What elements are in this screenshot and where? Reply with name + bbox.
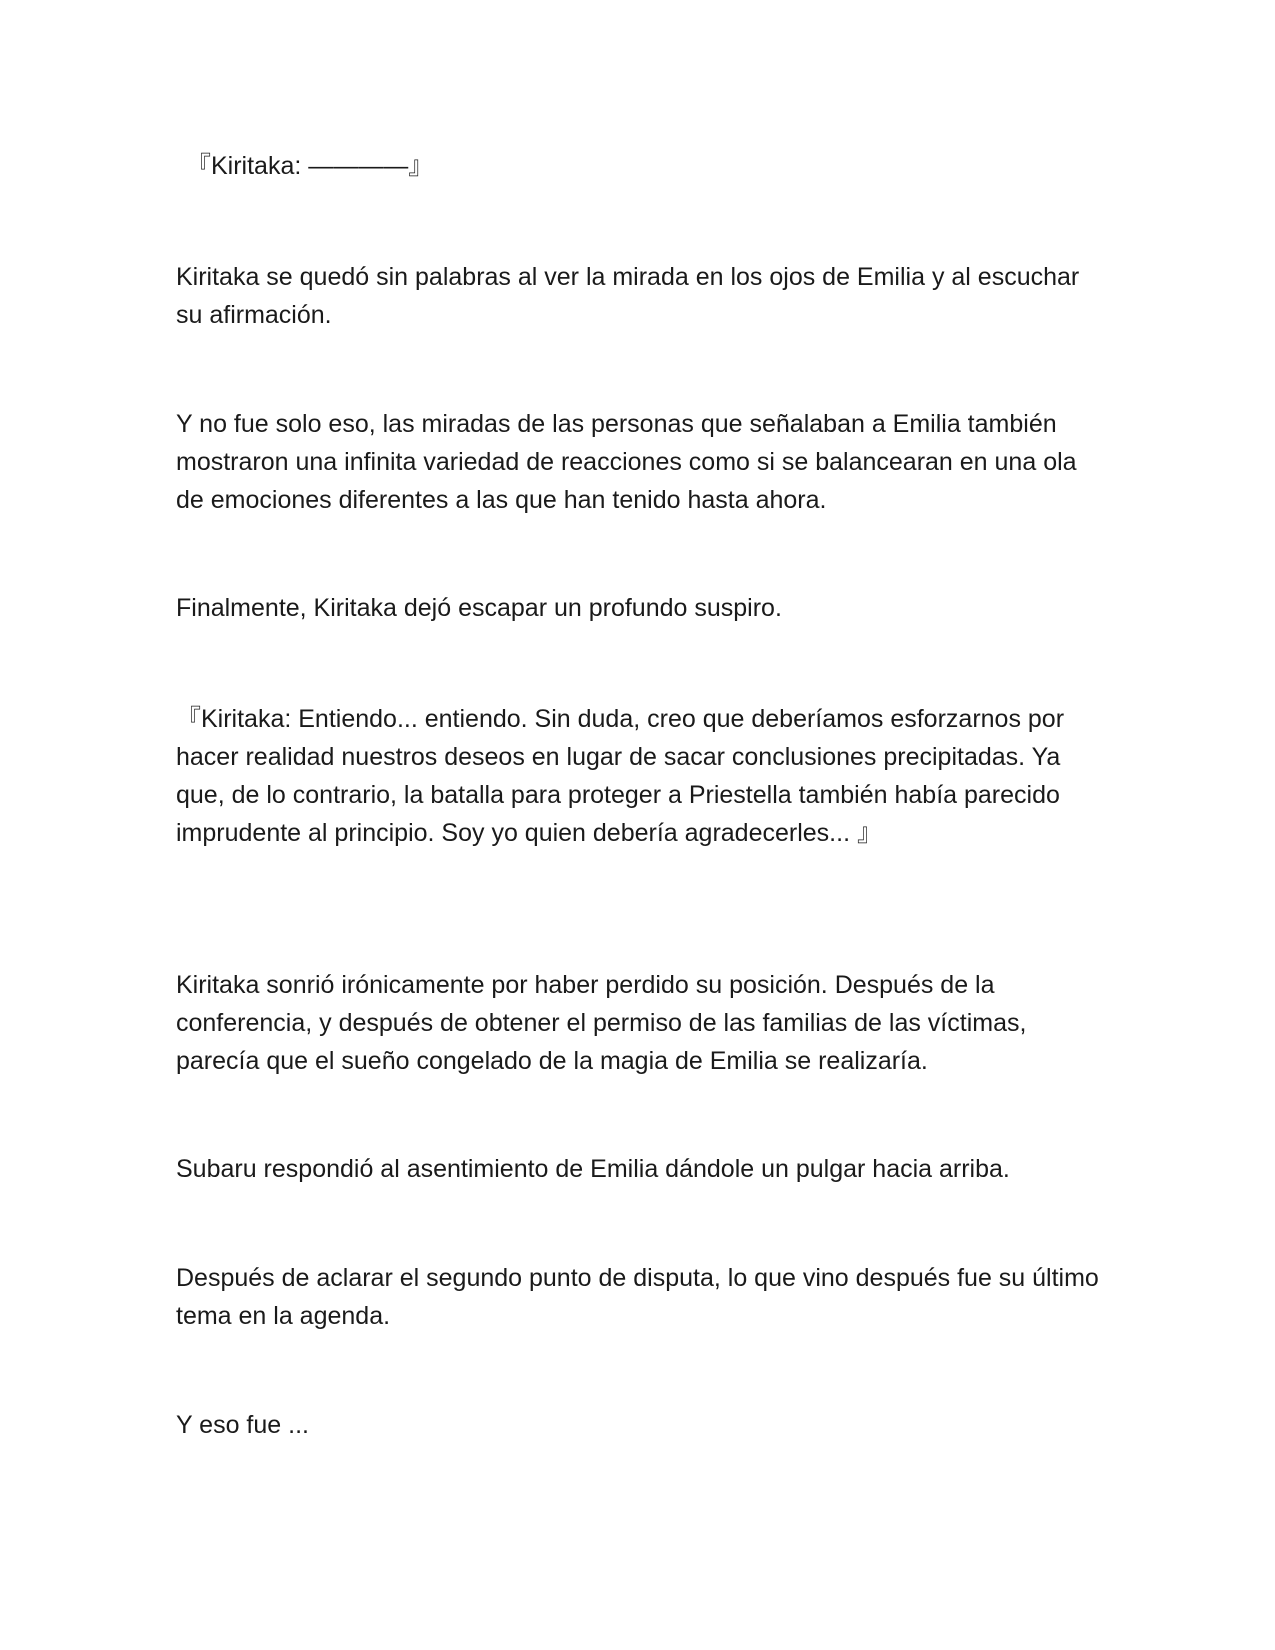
paragraph-closing: Y eso fue ... [176, 1411, 309, 1439]
paragraph-kiritaka-silence: 『Kiritaka: ————』 [186, 152, 434, 180]
paragraph-last-topic: Después de aclarar el segundo punto de disputa, lo que vino después fue su último tema en la agenda. [176, 1264, 1099, 1330]
paragraph-deep-sigh: Finalmente, Kiritaka dejó escapar un profundo suspiro. [176, 594, 782, 622]
paragraph-crowd-reactions: Y no fue solo eso, las miradas de las personas que señalaban a Emilia también mostraron una infinita variedad de reacciones como si se balancearan en una ola de emociones diferentes a las que han tenido hasta ahora. [176, 410, 1077, 514]
paragraph-kiritaka-speechless: Kiritaka se quedó sin palabras al ver la mirada en los ojos de Emilia y al escuchar su afirmación. [176, 263, 1080, 329]
paragraph-ironic-smile: Kiritaka sonrió irónicamente por haber perdido su posición. Después de la conferencia, y después de obtener el permiso de las familias de las víctimas, parecía que el sueño congelado de la magia de Emilia se realizaría. [176, 971, 1027, 1075]
paragraph-thumbs-up: Subaru respondió al asentimiento de Emilia dándole un pulgar hacia arriba. [176, 1155, 1010, 1183]
paragraph-kiritaka-dialogue: 『Kiritaka: Entiendo... entiendo. Sin duda, creo que deberíamos esforzarnos por hacer realidad nuestros deseos en lugar de sacar conclusiones precipitadas. Ya que, de lo contrario, la batalla para proteger a Priestella también había parecido imprudente al principio. Soy yo quien debería agradecerles... 』 [176, 705, 1065, 847]
